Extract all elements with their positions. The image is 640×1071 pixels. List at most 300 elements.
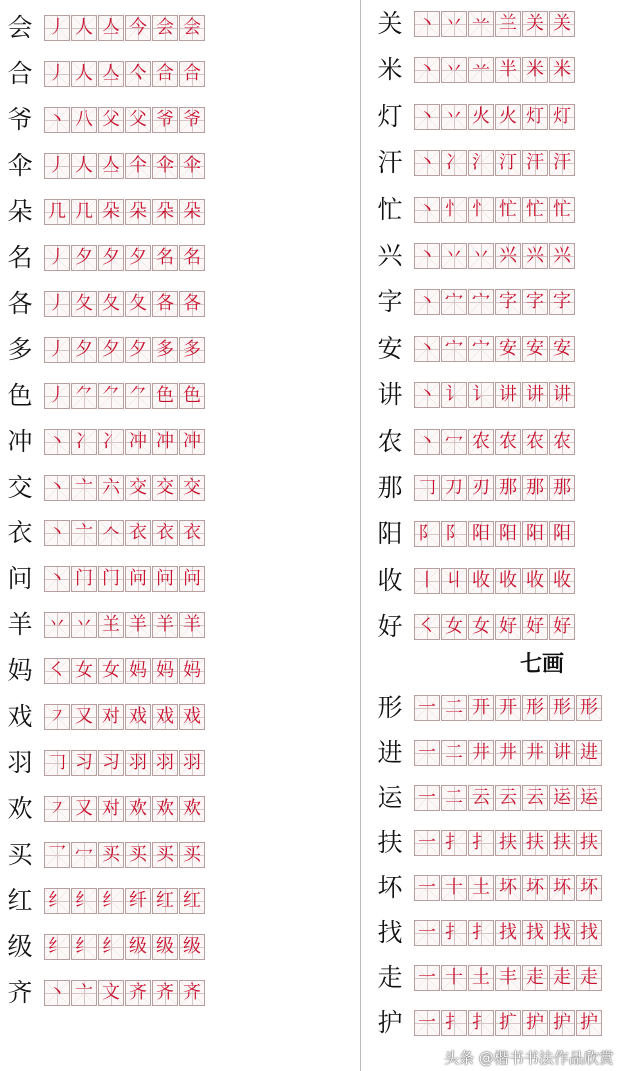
stroke-step-box: 夕 [71,337,97,363]
stroke-step-box: 亼 [98,61,124,87]
stroke-step-box: 夕 [98,337,124,363]
stroke-grid [414,104,576,130]
character: 汗 [377,148,403,178]
stroke-step-box: ㇇ [44,796,70,822]
stroke-step-box: 朵 [125,199,151,225]
stroke-step-box: 阳 [522,521,548,547]
stroke-step-box: 扶 [522,830,548,856]
column-divider [360,0,361,1071]
stroke-step-box: 一 [414,1010,440,1036]
stroke-step-box: 宀 [468,289,494,315]
character: 收 [377,565,403,595]
character-row [370,567,576,595]
character-row [0,382,206,410]
stroke-step-box: 忙 [549,197,575,223]
stroke-step-box: 十 [441,965,467,991]
stroke-step-box: 几 [44,199,70,225]
stroke-step-box: 父 [125,107,151,133]
character-row [370,149,576,177]
character-row [0,106,206,134]
stroke-step-box: 红 [179,888,205,914]
stroke-step-box: 阳 [495,521,521,547]
stroke-step-box: 纟 [44,934,70,960]
stroke-step-box: 𠃌 [414,475,440,501]
stroke-step-box: 朵 [152,199,178,225]
stroke-step-box: 关 [549,11,575,37]
stroke-step-box: 亼 [98,15,124,41]
stroke-step-box: 级 [152,934,178,960]
stroke-grid [414,614,576,640]
stroke-step-box: 问 [179,566,205,592]
character-row [370,964,603,992]
stroke-step-box: 一 [414,740,440,766]
character: 运 [377,783,403,812]
stroke-step-box: 丰 [495,965,521,991]
stroke-step-box: 阝 [441,521,467,547]
stroke-step-box: 齐 [125,980,151,1006]
stroke-step-box: 冲 [125,429,151,455]
character: 护 [377,1008,403,1037]
stroke-step-box: 亠 [71,475,97,501]
stroke-step-box: 井 [522,740,548,766]
character-row [370,474,576,502]
stroke-step-box: 伞 [179,153,205,179]
stroke-step-box: 买 [152,842,178,868]
character-row [0,336,206,364]
stroke-step-box: 人 [71,61,97,87]
stroke-step-box: 扌 [441,920,467,946]
character-row [370,381,576,409]
stroke-step-box: 农 [495,429,521,455]
character-row [370,784,603,812]
stroke-step-box: 丶 [414,243,440,269]
stroke-step-box: 欢 [179,796,205,822]
character-row [0,887,206,915]
stroke-step-box: 运 [576,785,602,811]
stroke-step-box: 羊 [179,612,205,638]
character-row [0,979,206,1007]
character-row [370,739,603,767]
character: 合 [7,58,33,88]
stroke-step-box: 安 [549,336,575,362]
stroke-step-box: 讲 [495,382,521,408]
character-row [370,428,576,456]
stroke-step-box: 女 [71,658,97,684]
character: 冲 [7,426,33,456]
stroke-step-box: 一 [414,875,440,901]
stroke-step-box: 冫 [71,429,97,455]
stroke-grid [44,245,206,271]
stroke-step-box: 一 [414,920,440,946]
stroke-grid [414,785,603,811]
stroke-grid [44,337,206,363]
stroke-step-box: 一 [414,830,440,856]
stroke-step-box: ㇛ [414,614,440,640]
stroke-step-box: 羽 [152,750,178,776]
character: 问 [7,564,33,594]
stroke-step-box: 习 [98,750,124,776]
character-row [0,749,206,777]
stroke-step-box: 冲 [152,429,178,455]
stroke-step-box: 米 [549,57,575,83]
stroke-step-box: 丶 [414,289,440,315]
stroke-step-box: 丶 [414,429,440,455]
stroke-grid [44,475,206,501]
stroke-step-box: 六 [98,475,124,501]
stroke-step-box: 丶 [44,566,70,592]
stroke-step-box: 扶 [576,830,602,856]
stroke-step-box: 收 [495,568,521,594]
stroke-step-box: 农 [468,429,494,455]
character: 农 [377,426,403,456]
character-row [0,474,206,502]
stroke-step-box: 刃 [468,475,494,501]
character: 各 [7,288,33,318]
stroke-grid [414,695,603,721]
stroke-grid [414,875,603,901]
stroke-step-box: 各 [179,291,205,317]
stroke-grid [414,382,576,408]
stroke-step-box: 几 [71,199,97,225]
stroke-step-box: 戏 [125,704,151,730]
stroke-step-box: 刀 [441,475,467,501]
stroke-step-box: 云 [468,785,494,811]
stroke-step-box: 丷 [441,243,467,269]
character: 戏 [7,702,33,732]
stroke-step-box: 合 [179,61,205,87]
stroke-step-box: 妈 [125,658,151,684]
stroke-step-box: 羽 [179,750,205,776]
stroke-step-box: 𦍌 [98,612,124,638]
character: 好 [377,612,403,642]
character: 买 [7,840,33,870]
stroke-grid [44,750,206,776]
character: 坏 [377,873,403,902]
stroke-step-box: 忄 [441,197,467,223]
stroke-grid [414,150,576,176]
stroke-grid [414,336,576,362]
stroke-step-box: 问 [125,566,151,592]
stroke-grid [414,740,603,766]
stroke-step-box: 妈 [179,658,205,684]
stroke-step-box: 火 [468,104,494,130]
character: 交 [7,472,33,502]
character: 忙 [377,194,403,224]
character: 字 [377,287,403,317]
character-row [370,520,576,548]
stroke-step-box: 丨 [414,568,440,594]
stroke-step-box: 色 [179,383,205,409]
stroke-grid [414,289,576,315]
watermark: 头条 @楷书书法作品欣赏 [444,1049,614,1067]
stroke-step-box: 丶 [414,150,440,176]
character-row [370,1009,603,1037]
stroke-step-box: 红 [152,888,178,914]
stroke-step-box: 讲 [549,740,575,766]
character-row [370,196,576,224]
stroke-step-box: 坏 [522,875,548,901]
character: 级 [7,932,33,961]
stroke-step-box: 丷 [441,11,467,37]
stroke-grid [414,475,576,501]
stroke-step-box: 丿 [44,15,70,41]
stroke-step-box: 找 [495,920,521,946]
stroke-step-box: 问 [152,566,178,592]
stroke-step-box: 进 [576,740,602,766]
stroke-step-box: 交 [125,475,151,501]
stroke-step-box: 护 [576,1010,602,1036]
character: 衣 [7,518,33,548]
stroke-step-box: 十 [441,875,467,901]
character-row [0,519,206,547]
stroke-grid [414,57,576,83]
stroke-step-box: 那 [522,475,548,501]
stroke-step-box: 丶 [414,382,440,408]
stroke-grid [44,61,206,87]
stroke-step-box: 字 [549,289,575,315]
stroke-step-box: 夕 [98,245,124,271]
stroke-step-box: 夂 [98,291,124,317]
stroke-grid [44,15,206,41]
character: 那 [377,473,403,502]
stroke-step-box: 走 [576,965,602,991]
stroke-step-box: 坏 [549,875,575,901]
stroke-grid [44,566,206,592]
character-row [370,874,603,902]
stroke-step-box: 二 [441,785,467,811]
stroke-step-box: 会 [179,15,205,41]
stroke-step-box: 丶 [414,57,440,83]
stroke-step-box: 爷 [152,107,178,133]
stroke-step-box: 丶 [414,104,440,130]
character-row [370,829,603,857]
stroke-step-box: 亠 [71,980,97,1006]
stroke-grid [44,199,206,225]
stroke-step-box: 爷 [179,107,205,133]
stroke-step-box: 羊 [152,612,178,638]
character: 羽 [7,748,33,778]
character-row [0,703,206,731]
stroke-step-box: 衣 [152,520,178,546]
stroke-step-box: 丿 [44,153,70,179]
stroke-step-box: 妈 [152,658,178,684]
stroke-step-box: 冫 [98,429,124,455]
stroke-step-box: 字 [522,289,548,315]
stroke-step-box: 井 [468,740,494,766]
stroke-step-box: 扌 [468,1010,494,1036]
stroke-grid [44,796,206,822]
stroke-step-box: 形 [549,695,575,721]
stroke-step-box: 买 [98,842,124,868]
stroke-step-box: 丷 [441,57,467,83]
stroke-step-box: 纤 [125,888,151,914]
character: 安 [377,333,403,363]
stroke-step-box: 纟 [44,888,70,914]
character: 名 [7,242,33,272]
stroke-step-box: 级 [125,934,151,960]
stroke-step-box: 朵 [179,199,205,225]
stroke-step-box: 习 [71,750,97,776]
stroke-step-box: 讲 [549,382,575,408]
stroke-step-box: 䒑 [468,57,494,83]
stroke-step-box: 人 [71,15,97,41]
character-row [370,10,576,38]
stroke-step-box: 夕 [71,245,97,271]
stroke-step-box: 羽 [125,750,151,776]
stroke-step-box: 忙 [495,197,521,223]
stroke-step-box: 冲 [179,429,205,455]
stroke-step-box: 讠 [468,382,494,408]
stroke-step-box: 乛 [44,842,70,868]
stroke-step-box: 丿 [44,337,70,363]
stroke-step-box: 兰 [495,11,521,37]
stroke-step-box: 井 [495,740,521,766]
stroke-step-box: 汀 [495,150,521,176]
stroke-step-box: 色 [152,383,178,409]
stroke-step-box: 今 [125,15,151,41]
stroke-grid [44,612,206,638]
stroke-step-box: 丷 [468,243,494,269]
stroke-step-box: 收 [549,568,575,594]
character-row [0,14,206,42]
character-row [0,60,206,88]
stroke-step-box: 又 [71,796,97,822]
stroke-step-box: 夕 [125,337,151,363]
stroke-step-box: 丿 [44,291,70,317]
stroke-step-box: 形 [522,695,548,721]
stroke-step-box: 丷 [44,612,70,638]
stroke-step-box: 扌 [441,830,467,856]
stroke-grid [414,197,576,223]
character-row [0,795,206,823]
character-row [370,56,576,84]
stroke-step-box: 齐 [179,980,205,1006]
character: 阳 [377,519,403,549]
stroke-grid [44,429,206,455]
character: 会 [7,13,33,42]
stroke-step-box: 丿 [44,383,70,409]
stroke-step-box: 丿 [44,245,70,271]
stroke-step-box: 纟 [71,888,97,914]
character: 羊 [7,610,33,640]
stroke-grid [44,658,206,684]
stroke-step-box: 好 [549,614,575,640]
stroke-step-box: 门 [98,566,124,592]
character-row [370,613,576,641]
stroke-step-box: 收 [468,568,494,594]
stroke-grid [44,291,206,317]
stroke-step-box: 丶 [44,107,70,133]
stroke-step-box: 扶 [495,830,521,856]
character: 灯 [377,101,403,131]
stroke-grid [414,965,603,991]
stroke-step-box: 人 [71,153,97,179]
stroke-step-box: 农 [549,429,575,455]
stroke-step-box: 仐 [125,153,151,179]
stroke-step-box: 阳 [549,521,575,547]
character: 朵 [7,196,33,226]
stroke-step-box: 亽 [125,61,151,87]
stroke-step-box: ㇛ [44,658,70,684]
stroke-step-box: 土 [468,965,494,991]
stroke-step-box: 纟 [98,934,124,960]
stroke-step-box: 汗 [549,150,575,176]
stroke-grid [44,842,206,868]
stroke-step-box: 多 [179,337,205,363]
stroke-step-box: ⺈ [98,383,124,409]
stroke-step-box: 戏 [152,704,178,730]
stroke-step-box: 宀 [441,336,467,362]
character: 米 [377,55,403,85]
stroke-step-box: 交 [179,475,205,501]
character-row [370,288,576,316]
stroke-step-box: 农 [522,429,548,455]
stroke-step-box: 亠 [71,520,97,546]
character: 关 [377,9,403,38]
stroke-step-box: 对 [98,796,124,822]
stroke-step-box: 坏 [495,875,521,901]
stroke-step-box: 文 [98,980,124,1006]
stroke-step-box: 走 [522,965,548,991]
stroke-step-box: 忙 [522,197,548,223]
stroke-step-box: 走 [549,965,575,991]
stroke-step-box: 名 [179,245,205,271]
stroke-step-box: 丶 [44,475,70,501]
stroke-step-box: 𠃌 [44,750,70,776]
stroke-step-box: 阝 [414,521,440,547]
stroke-step-box: 开 [495,695,521,721]
stroke-step-box: 名 [152,245,178,271]
section-title-seven-strokes: 七画 [520,652,565,677]
stroke-step-box: 氵 [468,150,494,176]
stroke-step-box: 伞 [152,153,178,179]
character-row [0,244,206,272]
stroke-step-box: 米 [522,57,548,83]
stroke-step-box: 兴 [549,243,575,269]
stroke-step-box: 女 [98,658,124,684]
stroke-step-box: 齐 [152,980,178,1006]
character-row [370,242,576,270]
stroke-grid [414,521,576,547]
stroke-step-box: 宀 [468,336,494,362]
character: 兴 [377,241,403,270]
stroke-step-box: 丩 [441,568,467,594]
character: 扶 [377,828,403,857]
character-row [370,335,576,363]
stroke-step-box: 各 [152,291,178,317]
stroke-grid [44,107,206,133]
character: 讲 [377,380,403,410]
stroke-step-box: 运 [549,785,575,811]
stroke-step-box: 护 [522,1010,548,1036]
character: 多 [7,334,33,364]
stroke-step-box: 一 [414,785,440,811]
stroke-step-box: 欢 [125,796,151,822]
stroke-step-box: 灯 [522,104,548,130]
stroke-step-box: 兴 [522,243,548,269]
character-row [370,103,576,131]
character-row [0,841,206,869]
stroke-step-box: 扩 [495,1010,521,1036]
stroke-step-box: 安 [495,336,521,362]
stroke-step-box: 云 [495,785,521,811]
character: 找 [377,918,403,947]
stroke-step-box: 汗 [522,150,548,176]
stroke-step-box: 夂 [125,291,151,317]
stroke-step-box: 对 [98,704,124,730]
stroke-step-box: 灯 [549,104,575,130]
stroke-step-box: 衣 [125,520,151,546]
